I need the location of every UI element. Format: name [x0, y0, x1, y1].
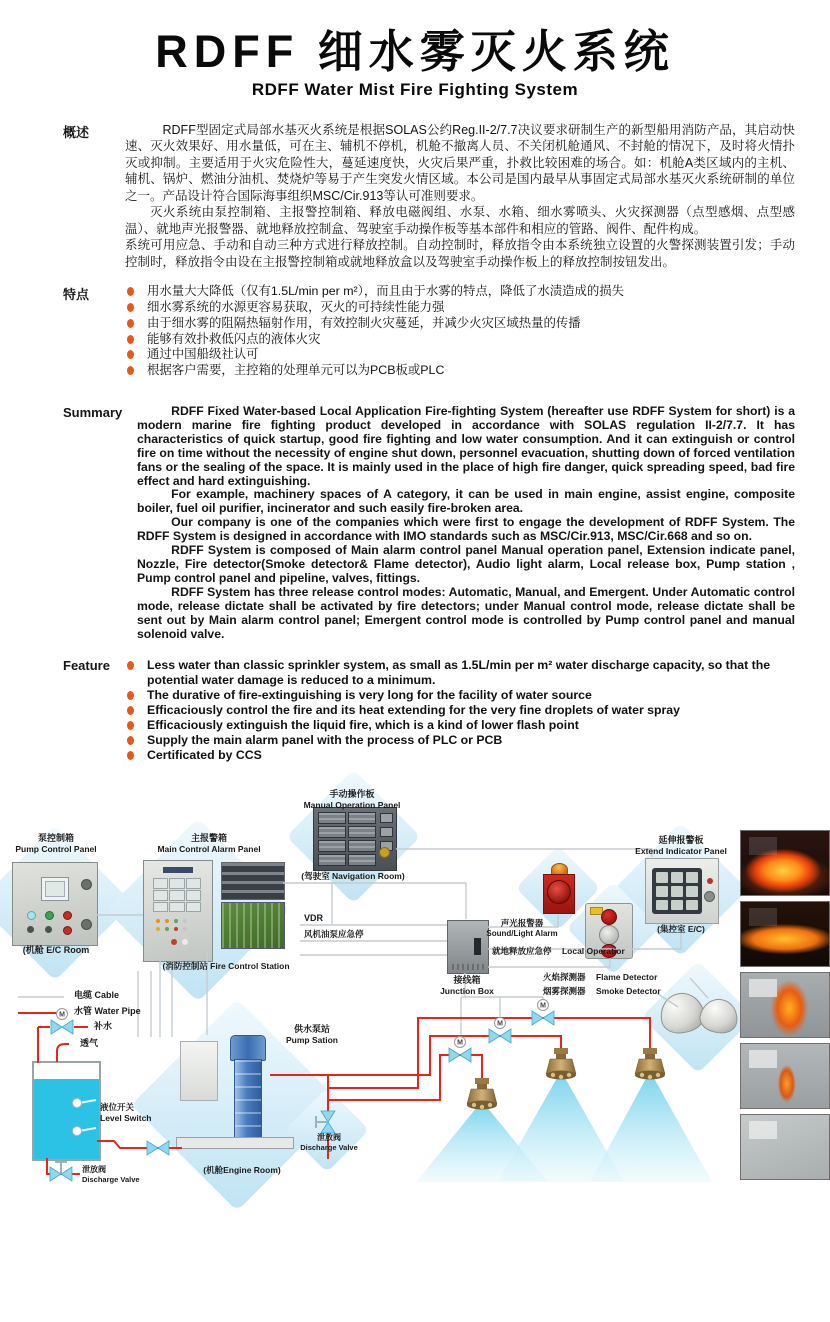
bullet-icon — [127, 303, 134, 312]
header — [0, 0, 830, 100]
bullet-icon — [127, 691, 134, 700]
motor-valve-icon — [489, 1029, 511, 1043]
pump-control-panel-label: 泵控制箱 Pump Control Panel — [15, 833, 97, 855]
valve-icon — [147, 1141, 169, 1155]
section-overview — [0, 122, 830, 271]
summary-paragraph: Our company is one of the companies which were first to engage the development of RDFF System. The RDFF System is designed in accordance with IMO standards such as MSC/Cir.913, MSC/Cir.668 and so on. — [137, 515, 795, 544]
features-zh-heading: 特点 — [63, 287, 90, 303]
tank-discharge-valve-label: 泄放阀 Discharge Valve — [82, 1165, 140, 1185]
features-zh-list — [125, 284, 795, 379]
m-letter: M — [497, 1020, 503, 1028]
page-subtitle: RDFF Water Mist Fire Fighting System — [251, 79, 579, 99]
feature-text: 用水量大大降低（仅有1.5L/min per m²），而且由于水雾的特点，降低了水渍造成的损失 — [147, 284, 625, 299]
bullet-icon — [127, 736, 134, 745]
bullet-icon — [127, 335, 134, 344]
manual-operation-panel-label: 手动操作板 Manual Operation Panel — [303, 789, 401, 811]
list-item — [125, 316, 795, 332]
system-diagram — [0, 785, 830, 1207]
motor-valve-icon — [532, 1011, 554, 1025]
bullet-icon — [127, 661, 134, 670]
features-en-list — [125, 658, 795, 763]
features-zh-body — [125, 284, 795, 379]
overview-body — [125, 122, 795, 271]
level-switch-label: 液位开关 Level Switch — [100, 1102, 152, 1123]
list-item — [125, 748, 795, 763]
legend-cable-label: 电缆 Cable — [74, 990, 120, 1001]
feature-text: 根据客户需要，主控箱的处理单元可以为PCB板或PLC — [147, 363, 445, 378]
water-fill-label: 补水 — [94, 1021, 113, 1032]
vdr-label: VDR — [304, 913, 324, 924]
bullet-icon — [127, 751, 134, 760]
motor-valve-icon — [449, 1048, 471, 1062]
list-item — [125, 688, 795, 703]
extend-indicator-panel-label: 延伸报警板 Extend Indicator Panel — [635, 835, 727, 857]
overview-paragraph: RDFF型固定式局部水基灭火系统是根据SOLAS公约Reg.II-2/7.7决议要求研制生产的新型船用消防产品，其启动快速、灭火效果好、用水量低，可在主、辅机不停机，机舱不撤离人员、不关闭机舱通风、不封舱的情况下，及时将火情扑灭或抑制。主要适用于火灾危险性大，蔓延速度快，火灾后果严重，扑救比较困难的场合。如：机舱A类区域内的主机、辅机、锅炉、燃油分油机、焚烧炉等易于产生突发火情区域。本公司是国内最早从事固定式局部水基灭火系统研制的单位之一。产品设计符合国际海事组织MSC/Cir.913等认可准则要求。 — [125, 122, 795, 203]
section-features-zh — [0, 284, 830, 379]
pump-discharge-valve-label: 泄放阀 Discharge Valve — [300, 1133, 358, 1153]
feature-text: 由于细水雾的阻隔热辐射作用，有效控制火灾蔓延，并减少火灾区域热量的传播 — [147, 315, 581, 330]
spray-cone — [416, 1071, 712, 1182]
summary-paragraph: For example, machinery spaces of A category, it can be used in main engine, assist engine, composite boiler, fuel oil purifier, incinerator and such easily fire-broken area. — [137, 487, 795, 516]
list-item — [125, 363, 795, 379]
feature-text: The durative of fire-extinguishing is very long for the facility of water source — [147, 688, 592, 703]
m-letter: M — [59, 1011, 65, 1019]
feature-text: Efficaciously extinguish the liquid fire, which is a kind of lower flash point — [147, 718, 579, 733]
summary-heading: Summary — [63, 405, 123, 421]
main-alarm-panel-label: 主报警箱 Main Control Alarm Panel — [157, 833, 261, 855]
bullet-icon — [127, 350, 134, 359]
overview-paragraph: 系统可用应急、手动和自动三种方式进行释放控制。自动控制时，释放指令由本系统独立设置的火警探测装置引发；手动控制时，释放指令由设在主报警控制箱或就地释放盒以及驾驶室手动操作板上的释放控制按钮发出。 — [125, 238, 795, 269]
feature-text: 细水雾系统的水源更容易获取，灭火的可持续性能力强 — [147, 300, 445, 315]
summary-paragraph: RDFF Fixed Water-based Local Application Fire-fighting System (hereafter use RDFF System for short) is a modern marine fire fighting product developed in accordance with SOLAS regulation II-2/7.7. It has characteristics of quick startup, good fire fighting and low water consumption. And it can extinguish or control fire on time without the necessity of engine shut down, personnel evacuation, shutting down of forced ventilation fans or the sealing of the space. It is mainly used in the place of high fire danger, quick spreading speed, bad fire effect and hard extinguishing. — [137, 404, 795, 488]
list-item — [125, 733, 795, 748]
sound-light-alarm-label: 声光报警器 Sound/Light Alarm — [486, 918, 558, 938]
fire-station-location-label: (消防控制站 Fire Control Station — [162, 961, 290, 972]
engine-room-location-label: (机舱Engine Room) — [203, 1165, 281, 1176]
junction-box-label: 接线箱 Junction Box — [440, 975, 494, 997]
summary-body — [125, 405, 795, 641]
smoke-detector-label: 烟雾探测器 Smoke Detector — [543, 986, 661, 997]
motor-valve-icon — [51, 1020, 73, 1034]
list-item — [125, 347, 795, 363]
summary-paragraph: RDFF System has three release control modes: Automatic, Manual, and Emergent. Under Automatic control mode, release dictate shall be activated by fire detectors; under Manual control mode, release dictate shall be sent out by Main alarm control panel; Emergent control mode is controlled by Pump control panel and manual solenoid valve. — [137, 584, 795, 641]
navigation-room-location-label: (驾驶室 Navigation Room) — [301, 871, 405, 882]
features-en-body — [125, 658, 795, 763]
fan-pump-stop-label: 风机油泵应急停 — [304, 929, 364, 940]
section-summary — [0, 405, 830, 641]
feature-text: Certificated by CCS — [147, 748, 262, 763]
bullet-icon — [127, 366, 134, 375]
flame-detector-label: 火焰探测器 Flame Detector — [543, 972, 658, 983]
list-item — [125, 332, 795, 348]
bullet-icon — [127, 287, 134, 296]
features-en-heading: Feature — [63, 658, 110, 674]
overview-paragraph: 灭火系统由泵控制箱、主报警控制箱、释放电磁阀组、水泵、水箱、细水雾喷头、火灾探测器（点型感烟、点型感温）、就地声光报警器、就地释放控制盒、驾驶室手动操作板等基本部件和相应的管路、阀件、配件构成。 — [125, 205, 795, 236]
bullet-icon — [127, 319, 134, 328]
section-features-en — [0, 658, 830, 763]
m-letter: M — [457, 1039, 463, 1047]
ecr-location-label: (集控室 E/C) — [657, 924, 705, 935]
list-item — [125, 284, 795, 300]
local-operation-label: 就地释放应急停 Local Operatior — [492, 946, 625, 957]
list-item — [125, 658, 795, 688]
feature-text: Efficaciously control the fire and its heat extending for the very fine droplets of water spray — [147, 703, 680, 718]
level-sensor-icon — [73, 1099, 97, 1136]
feature-text: 通过中国船级社认可 — [147, 347, 259, 362]
bullet-icon — [127, 706, 134, 715]
pump-station-label: 供水泵站 Pump Sation — [286, 1024, 338, 1046]
list-item — [125, 300, 795, 316]
bullet-icon — [127, 721, 134, 730]
summary-paragraph: RDFF System is composed of Main alarm control panel Manual operation panel, Extension indicate panel, Nozzle, Fire detector(Smoke detector& Flame detector), Audio light alarm, Local release box, Pump station , Pump control panel and pipeline, valves, fittings. — [137, 543, 795, 585]
m-letter: M — [540, 1002, 546, 1010]
feature-text: Less water than classic sprinkler system, as small as 1.5L/min per m² water discharge capacity, so that the potential water damage is reduced to a minimum. — [147, 658, 771, 688]
page-title: RDFF 细水雾灭火系统 — [155, 26, 675, 77]
list-item — [125, 703, 795, 718]
feature-text: 能够有效扑救低闪点的液体火灾 — [147, 331, 321, 346]
pump-panel-location-label: (机舱 E/C Room — [22, 945, 90, 956]
vent-label: 透气 — [80, 1038, 99, 1049]
overview-heading: 概述 — [63, 124, 90, 140]
legend-water-pipe-label: 水管 Water Pipe — [74, 1006, 141, 1017]
feature-text: Supply the main alarm panel with the process of PLC or PCB — [147, 733, 503, 748]
list-item — [125, 718, 795, 733]
